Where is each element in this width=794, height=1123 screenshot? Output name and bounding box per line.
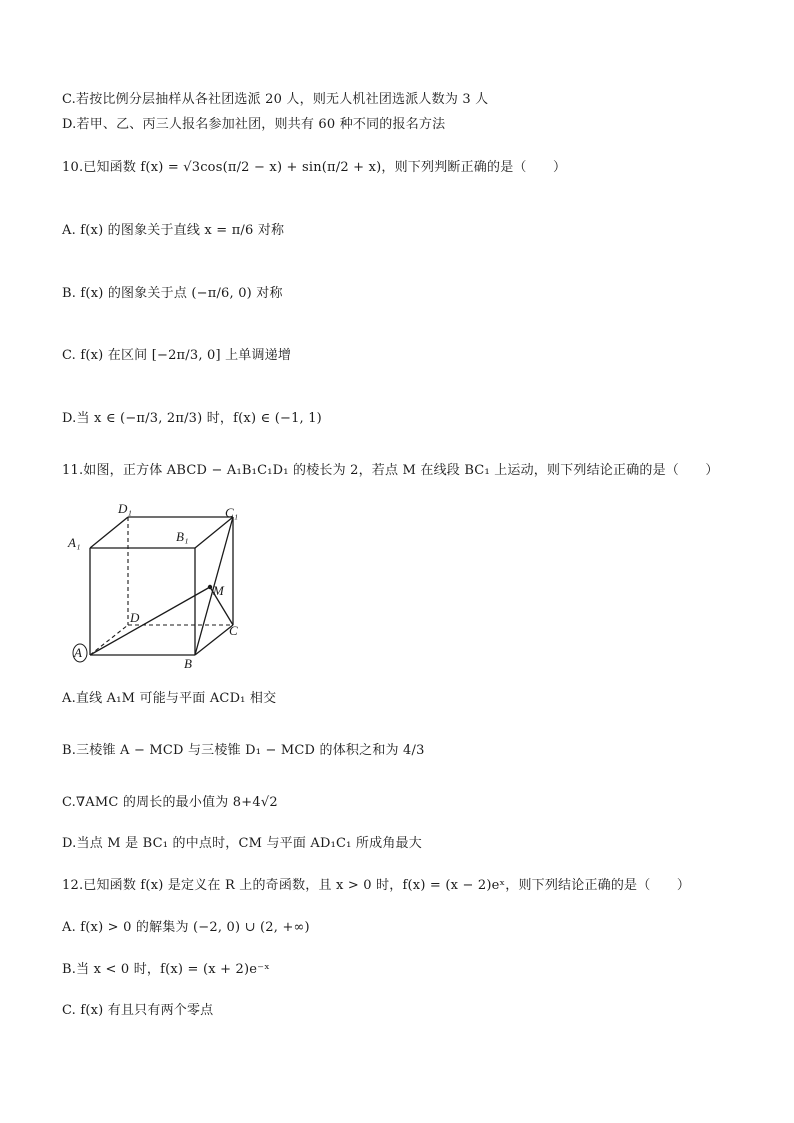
question-10: 10.已知函数 f(x) = √3cos(π/2 − x) + sin(π/2 + x)，则下列判断正确的是（ ） xyxy=(62,160,567,175)
option-d-q11: D.当点 M 是 BC₁ 的中点时，CM 与平面 AD₁C₁ 所成角最大 xyxy=(62,836,422,851)
option-a-q12: A. f(x) > 0 的解集为 (−2, 0) ∪ (2, +∞) xyxy=(62,920,310,935)
vertex-label-a1: A₁ xyxy=(68,535,81,550)
option-c-q9: C.若按比例分层抽样从各社团选派 20 人，则无人机社团选派人数为 3 人 xyxy=(62,92,489,107)
option-c-q12: C. f(x) 有且只有两个零点 xyxy=(62,1003,214,1018)
vertex-label-b1: B₁ xyxy=(176,529,189,544)
question-12: 12.已知函数 f(x) 是定义在 R 上的奇函数，且 x > 0 时，f(x) = (x − 2)eˣ，则下列结论正确的是（ ） xyxy=(62,878,691,893)
point-label-m: M xyxy=(213,583,224,598)
vertex-label-d1: D₁ xyxy=(118,501,132,516)
option-b-q10: B. f(x) 的图象关于点 (−π/6, 0) 对称 xyxy=(62,286,283,301)
option-b-q11: B.三棱锥 A − MCD 与三棱锥 D₁ − MCD 的体积之和为 4/3 xyxy=(62,743,425,758)
option-c-q10: C. f(x) 在区间 [−2π/3, 0] 上单调递增 xyxy=(62,348,292,363)
option-a-q11: A.直线 A₁M 可能与平面 ACD₁ 相交 xyxy=(62,691,277,706)
cube-diagram xyxy=(62,497,252,669)
vertex-label-c: C xyxy=(229,623,238,638)
option-d-q9: D.若甲、乙、丙三人报名参加社团，则共有 60 种不同的报名方法 xyxy=(62,117,446,132)
option-a-q10: A. f(x) 的图象关于直线 x = π/6 对称 xyxy=(62,223,285,238)
question-11: 11.如图，正方体 ABCD − A₁B₁C₁D₁ 的棱长为 2，若点 M 在线段 BC₁ 上运动，则下列结论正确的是（ ） xyxy=(62,463,719,478)
option-d-q10: D.当 x ∈ (−π/3, 2π/3) 时，f(x) ∈ (−1, 1) xyxy=(62,411,322,426)
vertex-label-d: D xyxy=(130,610,140,625)
vertex-label-a: A xyxy=(74,645,82,660)
option-b-q12: B.当 x < 0 时，f(x) = (x + 2)e⁻ˣ xyxy=(62,962,270,977)
vertex-label-c1: C₁ xyxy=(225,505,239,520)
vertex-label-b: B xyxy=(184,656,192,669)
cube-figure xyxy=(62,497,252,669)
option-c-q11: C.∇AMC 的周长的最小值为 8+4√2 xyxy=(62,795,278,810)
